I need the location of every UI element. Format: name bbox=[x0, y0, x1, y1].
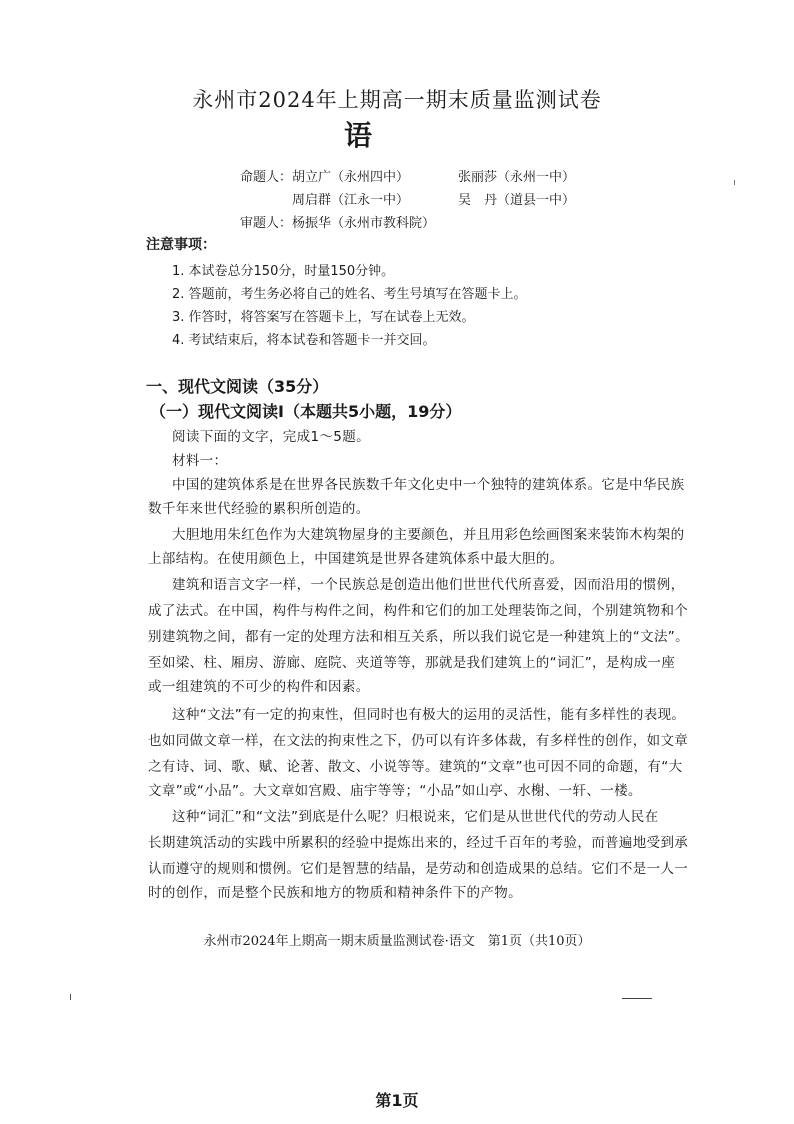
body-line: 认而遵守的规则和惯例。它们是智慧的结晶，是劳动和创造成果的总结。它们不是一人一 bbox=[148, 861, 689, 877]
body-line: 成了法式。在中国，构件与构件之间，构件和它们的加工处理装饰之间，个别建筑物和个 bbox=[148, 603, 689, 619]
body-line: 大胆地用朱红色作为大建筑物屋身的主要颜色，并且用彩色绘画图案来装饰木构架的 bbox=[172, 527, 685, 543]
material-label: 材料一： bbox=[172, 453, 228, 469]
section-title: 一、现代文阅读（35分） bbox=[146, 377, 329, 396]
notice-item: 2. 答题前，考生务必将自己的姓名、考生号填写在答题卡上。 bbox=[172, 287, 527, 302]
body-line: 这种“词汇”和“文法”到底是什么呢？归根说来，它们是从世世代代的劳动人民在 bbox=[172, 809, 659, 825]
body-line: 上部结构。在使用颜色上，中国建筑是世界各建筑体系中最大胆的。 bbox=[148, 551, 564, 567]
body-line: 或一组建筑的不可少的构件和因素。 bbox=[148, 679, 370, 695]
notice-item: 1. 本试卷总分150分，时量150分钟。 bbox=[172, 264, 395, 279]
scan-artifact bbox=[70, 994, 71, 1000]
body-line: 别建筑物之间，都有一定的处理方法和相互关系，所以我们说它是一种建筑上的“文法”。 bbox=[148, 629, 689, 645]
body-line: 建筑和语言文字一样，一个民族总是创造出他们世世代代所喜爱，因而沿用的惯例， bbox=[172, 577, 685, 593]
author-4: 吴 丹（道县一中） bbox=[458, 193, 576, 208]
page-footer: 永州市2024年上期高一期末质量监测试卷·语文 第1页（共10页） bbox=[203, 934, 591, 949]
exam-title: 永州市2024年上期高一期末质量监测试卷 bbox=[192, 88, 602, 112]
body-line: 数千年来世代经验的累积所创造的。 bbox=[148, 501, 370, 517]
author-3: 周启群（江永一中） bbox=[292, 193, 410, 208]
body-line: 时的创作，而是整个民族和地方的物质和精神条件下的产物。 bbox=[148, 885, 522, 901]
notice-title: 注意事项： bbox=[146, 237, 216, 253]
scan-artifact bbox=[734, 180, 735, 185]
body-line: 也如同做文章一样，在文法的拘束性之下，仍可以有许多体裁，有多样性的创作，如文章 bbox=[148, 733, 689, 749]
body-line: 至如梁、柱、厢房、游廊、庭院、夹道等等，那就是我们建筑上的“词汇”，是构成一座 bbox=[148, 655, 676, 671]
subsection-title: （一）现代文阅读Ⅰ（本题共5小题，19分） bbox=[150, 402, 462, 421]
subject-heading: 语 bbox=[344, 119, 373, 152]
body-line: 这种“文法”有一定的拘束性，但同时也有极大的运用的灵活性，能有多样性的表现。 bbox=[172, 707, 686, 723]
body-line: 之有诗、词、歌、赋、论著、散文、小说等等。建筑的“文章”也可因不同的命题，有“大 bbox=[148, 759, 683, 775]
scan-artifact bbox=[622, 998, 652, 999]
body-line: 长期建筑活动的实践中所累积的经验中提炼出来的，经过千百年的考验，而普遍地受到承 bbox=[148, 835, 689, 851]
notice-item: 4. 考试结束后，将本试卷和答题卡一并交回。 bbox=[172, 333, 436, 348]
body-line: 文章”或“小品”。大文章如宫殿、庙宇等等；“小品”如山亭、水榭、一轩、一楼。 bbox=[148, 783, 642, 799]
body-line: 中国的建筑体系是在世界各民族数千年文化史中一个独特的建筑体系。它是中华民族 bbox=[172, 477, 685, 493]
instruction: 阅读下面的文字，完成1～5题。 bbox=[172, 429, 370, 445]
notice-item: 3. 作答时，将答案写在答题卡上，写在试卷上无效。 bbox=[172, 310, 475, 325]
author-1: 命题人：胡立广（永州四中） bbox=[240, 170, 410, 185]
author-2: 张丽莎（永州一中） bbox=[458, 170, 576, 185]
page-number: 第1页 bbox=[375, 1091, 419, 1110]
reviewer: 审题人：杨振华（永州市教科院） bbox=[240, 216, 436, 231]
